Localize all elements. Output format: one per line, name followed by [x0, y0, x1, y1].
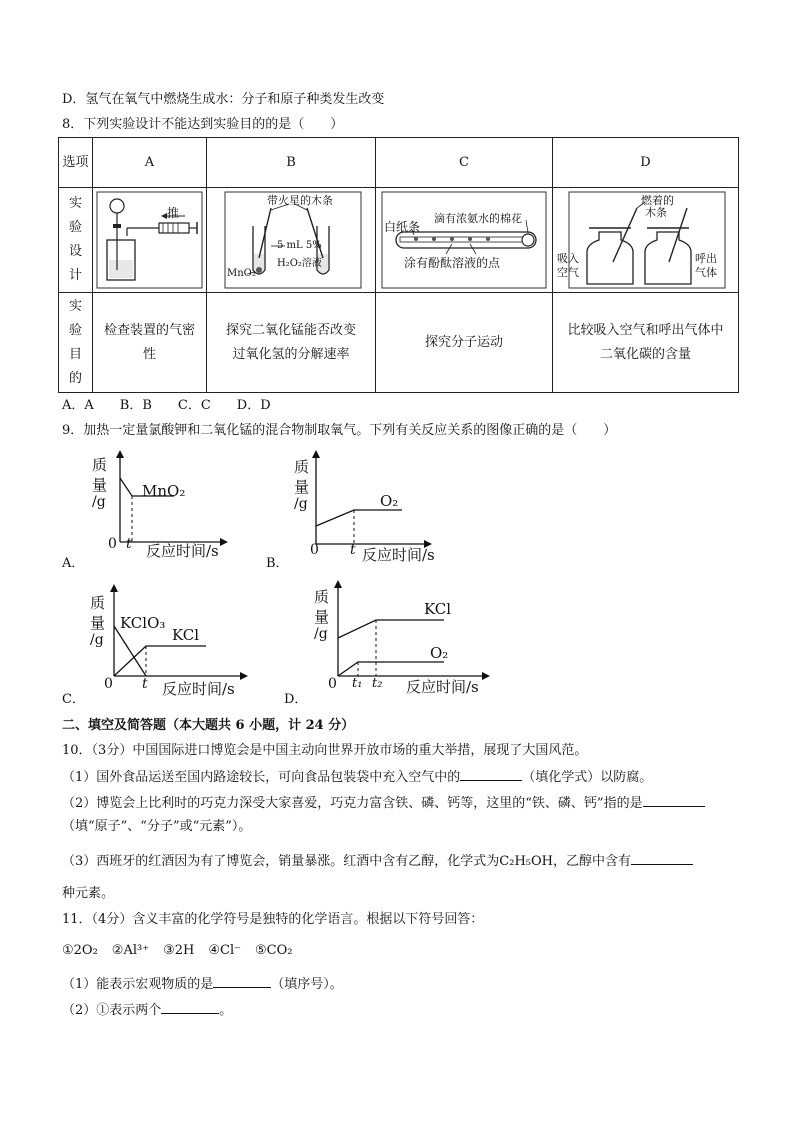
figure-a-airtightness-apparatus	[93, 188, 206, 292]
figure-d-splint-label: 燃着的	[641, 194, 674, 207]
chart-b-o2-line	[316, 510, 402, 526]
q11-p2-text-a: （2）①表示两个	[62, 1003, 162, 1018]
purpose-b-line-1: 探究二氧化锰能否改变	[225, 322, 356, 338]
purpose-d	[553, 293, 739, 393]
chart-a-y-arrow	[116, 450, 124, 458]
chart-d-origin: 0	[328, 676, 337, 692]
figure-d-inhale-label: 吸入	[557, 252, 579, 265]
q8-option-a[interactable]: A．A	[62, 398, 94, 413]
q10-part3	[62, 852, 693, 871]
chart-d-x-arrow	[482, 672, 490, 680]
chart-c-origin: 0	[104, 676, 113, 692]
chart-d-xlabel: 反应时间/s	[406, 678, 479, 696]
header-label: 选项	[62, 154, 89, 170]
chart-d-ylabel-3: /g	[314, 626, 328, 642]
header-col-a: A	[93, 138, 207, 188]
header-col-b: B	[207, 138, 376, 188]
chart-b-o2-label: O₂	[380, 492, 399, 510]
chart-d-kcl-line	[338, 620, 444, 638]
q8-options	[62, 397, 271, 415]
chart-c-ylabel-2: 量	[90, 614, 106, 632]
chart-a-origin: 0	[108, 536, 117, 552]
chart-d-t1: t₁	[352, 676, 363, 691]
chart-b-y-arrow	[312, 450, 320, 458]
q10-stem: 10．（3分）中国国际进口博览会是中国主动向世界开放市场的重大举措，展现了大国风范。	[62, 743, 588, 758]
chart-c-xlabel: 反应时间/s	[162, 680, 235, 698]
chart-b	[266, 450, 466, 570]
chart-d-y-arrow	[334, 580, 342, 588]
chart-b-option[interactable]: B．	[266, 556, 289, 571]
figure-b-splint-label: 带火星的木条	[267, 194, 333, 207]
chart-a-ylabel-1: 质	[92, 456, 108, 474]
q10-p3-text-b: ，乙醇中含有	[552, 854, 631, 869]
chart-c-ylabel-1: 质	[90, 594, 106, 612]
chart-c-option[interactable]: C．	[62, 692, 85, 707]
q11-symbol-2: ②Al³⁺	[111, 943, 150, 958]
chart-b-t: t	[350, 542, 356, 558]
q7-option-d: D．氢气在氧气中燃烧生成水：分子和原子种类发生改变	[62, 92, 385, 107]
chart-d-kcl-label: KCl	[424, 600, 452, 618]
q11-symbol-5: ⑤CO₂	[254, 943, 293, 958]
figure-c-dots-label: 涂有酚酞溶液的点	[404, 256, 501, 270]
q10-p3-text-a: （3）西班牙的红酒因为有了博览会，销量暴涨。红酒中含有乙醇，化学式为	[62, 854, 500, 869]
q11-p1-text-b: （填序号）。	[271, 977, 343, 992]
q10-p2-text-a: （2）博览会上比利时的巧克力深受大家喜爱，巧克力富含铁、磷、钙等，这里的“铁、磷、钙”指的是	[62, 796, 643, 811]
header-col-c: C	[376, 138, 553, 188]
figure-d-inhale-label-2: 空气	[557, 266, 579, 279]
q10-p2-blank[interactable]	[643, 794, 705, 807]
purpose-c-line-1: 探究分子运动	[424, 334, 503, 350]
q10-p3-formula: C₂H₅OH	[499, 854, 553, 869]
design-label-cell	[59, 188, 93, 293]
q11-part2	[62, 1001, 232, 1020]
purpose-d-line-2: 二氧化碳的含量	[599, 346, 691, 362]
chart-c	[62, 584, 272, 707]
figure-d-exhale-label-2: 气体	[695, 266, 717, 279]
purpose-a-line-2: 性	[142, 346, 156, 362]
q10-p1-text-a: （1）国外食品运送至国内路途较长，可向食品包装袋中充入空气中的	[62, 770, 461, 785]
q11-symbol-3: ③2H	[163, 943, 195, 958]
q10-p1-blank[interactable]	[460, 768, 522, 781]
figure-b-solution-label: 5 mL 5%	[277, 240, 322, 251]
section2-title: 二、填空及简答题（本大题共 6 小题，计 24 分）	[62, 718, 355, 733]
header-label-cell	[59, 138, 93, 188]
chart-a-mno2-label: MnO₂	[142, 482, 186, 500]
purpose-label: 实验目的	[68, 298, 82, 386]
q8-option-c[interactable]: C．C	[177, 398, 211, 413]
q11-p2-text-b: 。	[219, 1003, 233, 1018]
q11-p2-blank[interactable]	[161, 1001, 219, 1014]
chart-c-t: t	[142, 676, 148, 692]
chart-c-x-arrow	[240, 672, 248, 680]
purpose-a-line-1: 检查装置的气密	[103, 322, 195, 338]
q8-experiment-table	[58, 137, 739, 393]
figure-d-splint-label-2: 木条	[645, 206, 667, 219]
chart-d-o2-label: O₂	[430, 644, 449, 662]
chart-c-ylabel-3: /g	[90, 632, 104, 648]
q8-option-d[interactable]: D．D	[236, 398, 271, 413]
figure-a-push-label: 推	[167, 206, 180, 220]
figure-c-cell	[376, 188, 553, 293]
chart-a-t: t	[126, 536, 132, 552]
q11-p1-blank[interactable]	[213, 975, 271, 988]
chart-d-ylabel-2: 量	[314, 608, 330, 626]
chart-c-kcl-line	[114, 646, 206, 676]
chart-a	[62, 450, 262, 570]
q10-p1-text-b: （填化学式）以防腐。	[522, 770, 653, 785]
chart-d-option[interactable]: D．	[284, 692, 308, 707]
q9-stem: 9．加热一定量氯酸钾和二氧化锰的混合物制取氧气。下列有关反应关系的图像正确的是（ ）	[62, 423, 617, 438]
q10-part2-cont: （填“原子”、“分子”或“元素”）。	[62, 819, 252, 834]
figure-b-mno2-label: MnO₂	[227, 268, 256, 279]
chart-c-y-arrow	[110, 584, 118, 592]
purpose-d-line-1: 比较吸入空气和呼出气体中	[567, 322, 724, 338]
chart-a-ylabel-3: /g	[92, 494, 106, 510]
q11-symbol-4: ④Cl⁻	[208, 943, 241, 958]
chart-b-ylabel-1: 质	[294, 458, 310, 476]
chart-d-t2: t₂	[372, 676, 383, 691]
q11-part1	[62, 975, 343, 994]
header-col-d: D	[553, 138, 739, 188]
purpose-c	[376, 293, 553, 393]
q8-option-b[interactable]: B．B	[119, 398, 152, 413]
chart-b-ylabel-2: 量	[294, 478, 310, 496]
q10-part2	[62, 794, 705, 813]
q10-part3-cont: 种元素。	[62, 886, 115, 901]
figure-d-exhale-label: 呼出	[695, 252, 717, 265]
chart-a-x-arrow	[220, 538, 228, 546]
figure-a-cell	[93, 188, 207, 293]
purpose-b-line-2: 过氧化氢的分解速率	[232, 346, 350, 362]
chart-b-origin: 0	[310, 542, 319, 558]
purpose-b	[207, 293, 376, 393]
figure-c-molecular-motion	[376, 188, 552, 292]
purpose-label-cell	[59, 293, 93, 393]
chart-d-o2-line	[338, 662, 444, 676]
q11-symbols	[62, 942, 292, 960]
chart-c-kclo3-label: KClO₃	[120, 614, 166, 632]
chart-b-ylabel-3: /g	[294, 496, 308, 512]
chart-a-option[interactable]: A．	[62, 556, 85, 571]
chart-a-xlabel: 反应时间/s	[146, 542, 219, 560]
chart-d-ylabel-1: 质	[314, 588, 330, 606]
figure-c-cotton-label: 滴有浓氨水的棉花	[434, 212, 522, 225]
q11-symbol-1: ①2O₂	[62, 943, 98, 958]
figure-b-cell	[207, 188, 376, 293]
q11-stem: 11．（4分）含义丰富的化学符号是独特的化学语言。根据以下符号回答：	[62, 912, 484, 927]
q10-p3-blank[interactable]	[631, 852, 693, 865]
figure-b-h2o2-label: H₂O₂溶液	[277, 258, 322, 269]
q10-part1	[62, 768, 652, 787]
chart-a-ylabel-2: 量	[92, 476, 108, 494]
q11-p1-text-a: （1）能表示宏观物质的是	[62, 977, 214, 992]
chart-c-kcl-label: KCl	[172, 626, 200, 644]
figure-c-paper-label: 白纸条	[384, 220, 421, 234]
purpose-a	[93, 293, 207, 393]
design-label: 实验设计	[68, 196, 82, 283]
chart-d	[284, 580, 504, 707]
q8-stem: 8．下列实验设计不能达到实验目的的是（ ）	[62, 117, 344, 132]
chart-b-xlabel: 反应时间/s	[362, 546, 435, 564]
figure-d-cell	[553, 188, 739, 293]
